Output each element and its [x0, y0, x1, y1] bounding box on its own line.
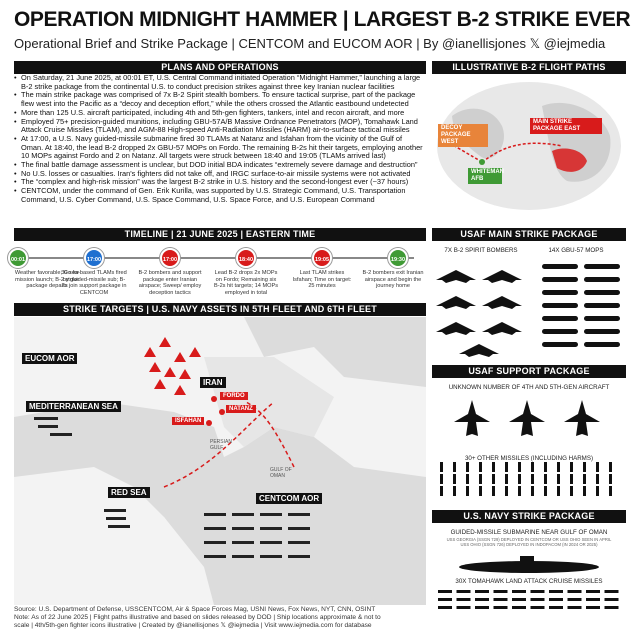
missile-icon [492, 486, 495, 496]
missile-icon [596, 474, 599, 484]
missile-icon [505, 486, 508, 496]
tlam-icon [549, 606, 563, 609]
eucom-label: EUCOM AOR [22, 353, 77, 364]
mops-label: 14X GBU-57 MOPS [548, 247, 604, 254]
flight-paths-map [432, 76, 626, 218]
plans-bullet: • On Saturday, 21 June 2025, at 00:01 ET, U.S. Central Command initiated Operation “Midnight Hammer,” launching a large B-2 strike package from the continental U.S. to conduct precision strikes against three key Iranian nuclear facilities [14, 74, 426, 91]
mop-icon [542, 303, 578, 308]
missile-icon [505, 474, 508, 484]
tlam-icon [549, 598, 563, 601]
med-sea-label: MEDITERRANEAN SEA [26, 401, 121, 412]
mop-icon [542, 342, 578, 347]
missile-icon [583, 462, 586, 472]
timeline-node: 18:40 [236, 248, 256, 268]
mop-icon [584, 316, 620, 321]
mop-icon [584, 264, 620, 269]
footer-line-2: Note: As of 22 June 2025 | Flight paths illustrative and based on slides released by DOD | Ship locations approximate & not to [14, 613, 381, 621]
tlam-icon [605, 606, 619, 609]
plans-bullet: • The final battle damage assessment is unclear, but DOD initial BDA indicates “extremely severe damage and destruction” [14, 161, 426, 170]
tlam-icon [605, 598, 619, 601]
missile-icon [479, 486, 482, 496]
tlam-icon [438, 598, 452, 601]
missile-icon [492, 462, 495, 472]
missile-icon [505, 462, 508, 472]
timeline-caption: Lead B-2 drops 2x MOPs on Fordo; Remaining six B-2s hit targets; 14 MOPs employed in total [213, 270, 279, 296]
usaf-support-heading: USAF SUPPORT PACKAGE [432, 365, 626, 378]
mop-icon [542, 277, 578, 282]
missile-icon [479, 462, 482, 472]
whiteman-label: WHITEMAN AFB [468, 168, 502, 184]
footer [14, 606, 426, 629]
tlam-icon [568, 606, 582, 609]
tlam-icon [568, 598, 582, 601]
tlam-icon [475, 598, 489, 601]
plans-bullet: • Employed 75+ precision-guided munitions, including GBU-57A/B Massive Ordnance Penetrators (MOP), Tomahawk Land Attack Cruise Missiles (TLAM), and AGM-88 High-speed Anti-Radiation Missiles (HARM) air-to-surface tactical missiles [14, 118, 426, 135]
tlam-icon [531, 590, 545, 593]
footer-line-3: scale | 4th/5th-gen fighter icons illustrative | Created by @ianellisjones 𝕏 @iejmedia | Visit www.iejmedia.com for database [14, 621, 372, 629]
missile-icon [531, 462, 534, 472]
tlam-icon [494, 598, 508, 601]
mop-icon [542, 329, 578, 334]
tlam-icon [457, 606, 471, 609]
missile-icon [544, 486, 547, 496]
red-sea-label: RED SEA [108, 487, 150, 498]
submarine-icon [432, 550, 626, 580]
tlam-icon [494, 590, 508, 593]
missile-icon [466, 462, 469, 472]
tlam-icon [457, 598, 471, 601]
page-subtitle: Operational Brief and Strike Package | CENTCOM and EUCOM AOR | By @ianellisjones 𝕏 @iejmedia [14, 36, 606, 51]
strike-map [14, 317, 426, 605]
timeline-caption: B-2 bombers and support package enter Iranian airspace; Sweep/ employ deception tactics [138, 270, 202, 296]
mop-icon [542, 264, 578, 269]
missile-icon [518, 486, 521, 496]
mop-icon [542, 290, 578, 295]
missile-icon [440, 474, 443, 484]
missile-icon [440, 462, 443, 472]
missile-icon [609, 486, 612, 496]
plans-bullet: • The “complex and high-risk mission” was the largest B-2 strike in U.S. history and the second-longest ever (~37 hours) [14, 178, 426, 187]
missile-icon [518, 474, 521, 484]
support-aircraft-label: UNKNOWN NUMBER OF 4TH AND 5TH-GEN AIRCRAFT [448, 384, 610, 391]
timeline-node: 17:00 [160, 248, 180, 268]
missile-icon [570, 486, 573, 496]
decoy-label: DECOY PACKAGE WEST [438, 124, 488, 147]
strike-map-heading: STRIKE TARGETS | U.S. NAVY ASSETS IN 5TH FLEET AND 6TH FLEET [14, 303, 426, 316]
timeline-caption: Weather favorable; Go for mission launch; B-2 strike package departs [14, 270, 80, 290]
b2-bomber-icon [436, 270, 476, 283]
b2-bomber-icon [436, 322, 476, 335]
timeline-node: 19:30 [388, 248, 408, 268]
missile-icon [570, 462, 573, 472]
b2-bomber-icon [482, 270, 522, 283]
plans-bullet: • CENTCOM, under the command of Gen. Erik Kurilla, was supported by U.S. Strategic Command, U.S. Transportation Command, U.S. Cyber Command, U.S. Space Command, U.S. Space Force, and U.S. European Command [14, 187, 426, 204]
tlam-icon [531, 598, 545, 601]
b2-bomber-icon [482, 296, 522, 309]
bombers-label: 7X B-2 SPIRIT BOMBERS [444, 247, 518, 254]
missile-icon [544, 474, 547, 484]
missile-icon [544, 462, 547, 472]
plans-heading: PLANS AND OPERATIONS [14, 61, 426, 74]
tlam-icon [512, 598, 526, 601]
plans-bullet: • The main strike package was comprised of 7x B-2 Spirit stealth bombers. To ensure tactical surprise, part of the package flew west into the Pacific as a “decoy and deception effort,” while the others crossed the Atlantic eastbound undetected [14, 91, 426, 108]
sub-note-2: USS OHIO (SSGN 726) DEPLOYED IN INDOPACOM (IN 2024 OR 2025) [460, 542, 598, 547]
timeline-heading: TIMELINE | 21 JUNE 2025 | EASTERN TIME [14, 228, 426, 241]
tlam-icon [457, 590, 471, 593]
tlam-icon [605, 590, 619, 593]
mop-icon [584, 290, 620, 295]
missile-icon [596, 462, 599, 472]
timeline-caption: B-2 bombers exit Iranian airspace and begin the journey home [362, 270, 424, 290]
missile-icon [440, 486, 443, 496]
missile-icon [479, 474, 482, 484]
mop-icon [542, 316, 578, 321]
tlam-icon [475, 606, 489, 609]
missile-icon [531, 474, 534, 484]
b2-bomber-icon [459, 344, 499, 357]
mop-icon [584, 329, 620, 334]
timeline-caption: 30 sea-based TLAMs fired by guided-missile sub; B-2s join support package in CENTCOM [61, 270, 127, 296]
plans-bullet: • No U.S. losses or casualties. Iran's fighters did not take off, and IRGC surface-to-air missile systems were not activated [14, 170, 426, 179]
iran-label: IRAN [200, 377, 226, 388]
tlam-label: 30X TOMAHAWK LAND ATTACK CRUISE MISSILES [455, 578, 603, 585]
footer-line-1: Source: U.S. Department of Defense, USSCENTCOM, Air & Space Forces Mag, USNI News, Fox News, NYT, CNN, OSINT [14, 606, 376, 613]
missile-icon [583, 486, 586, 496]
natanz-tag: NATANZ [226, 405, 256, 413]
missile-icon [518, 462, 521, 472]
plans-bullet: • At 17:00, a U.S. Navy guided-missile submarine fired 30 TLAMs at Natanz and Isfahan from the vicinity of the Gulf of Oman. At 18:40, the lead B-2 dropped 2x GBU-57 MOPs on Fordo. The remaining B-2s hit their targets, employing another 10 MOPs against Fordo and 2 on Natanz. All targets were struck between 18:40 and 19:05 (TLAMs arrived last) [14, 135, 426, 161]
sub-note-1: USS GEORGIA (SSGN 729) DEPLOYED IN CENTCOM OR USS OHIO SEEN IN APRIL [446, 537, 612, 542]
tlam-graphic [432, 588, 626, 628]
tlam-icon [438, 606, 452, 609]
whiteman-marker [479, 159, 485, 165]
missile-icon [609, 462, 612, 472]
tlam-icon [568, 590, 582, 593]
missile-icon [583, 474, 586, 484]
main-package-graphic [432, 258, 626, 358]
missile-icon [453, 486, 456, 496]
support-missiles-label: 30+ OTHER MISSILES (INCLUDING HARMS) [464, 455, 594, 462]
missile-icon [453, 462, 456, 472]
mop-icon [584, 342, 620, 347]
missile-icon [609, 474, 612, 484]
isfahan-tag: ISFAHAN [172, 417, 204, 425]
missile-icon [531, 486, 534, 496]
mop-icon [584, 303, 620, 308]
missile-icon [466, 486, 469, 496]
tlam-icon [549, 590, 563, 593]
missile-icon [492, 474, 495, 484]
plans-bullet: • More than 125 U.S. aircraft participated, including 4th and 5th-gen fighters, tankers, intel and recon aircraft, and more [14, 109, 426, 118]
missile-icon [466, 474, 469, 484]
page-title: OPERATION MIDNIGHT HAMMER | LARGEST B-2 STRIKE EVER [14, 8, 631, 31]
missile-icon [557, 486, 560, 496]
timeline-node: 19:05 [312, 248, 332, 268]
tlam-icon [586, 590, 600, 593]
timeline-node: 00:01 [8, 248, 28, 268]
flight-paths-heading: ILLUSTRATIVE B-2 FLIGHT PATHS [432, 61, 626, 74]
mop-icon [584, 277, 620, 282]
missile-icon [557, 474, 560, 484]
tlam-icon [475, 590, 489, 593]
tlam-icon [438, 590, 452, 593]
fordo-tag: FORDO [220, 392, 248, 400]
timeline-caption: Last TLAM strikes Isfahan; Time on target: 25 minutes [292, 270, 352, 290]
missile-icon [570, 474, 573, 484]
usaf-main-heading: USAF MAIN STRIKE PACKAGE [432, 228, 626, 241]
tlam-icon [512, 606, 526, 609]
gulf-oman-label: GULF OF OMAN [270, 467, 292, 479]
missile-icon [557, 462, 560, 472]
tlam-icon [512, 590, 526, 593]
fighter-icons [454, 400, 600, 436]
timeline-node: 17:00 [84, 248, 104, 268]
sub-label: GUIDED-MISSILE SUBMARINE NEAR GULF OF OMAN [450, 529, 608, 536]
persian-gulf-label: PERSIAN GULF [210, 439, 232, 451]
timeline-line [20, 257, 414, 259]
tlam-icon [586, 606, 600, 609]
b2-bomber-icon [436, 296, 476, 309]
tlam-icon [586, 598, 600, 601]
missile-icon [596, 486, 599, 496]
support-graphic [432, 396, 626, 500]
b2-bomber-icon [482, 322, 522, 335]
tlam-icon [494, 606, 508, 609]
missile-icon [453, 474, 456, 484]
tlam-icon [531, 606, 545, 609]
plans-list [14, 74, 426, 205]
main-package-label: MAIN STRIKE PACKAGE EAST [530, 118, 602, 134]
navy-heading: U.S. NAVY STRIKE PACKAGE [432, 510, 626, 523]
centcom-label: CENTCOM AOR [256, 493, 322, 504]
